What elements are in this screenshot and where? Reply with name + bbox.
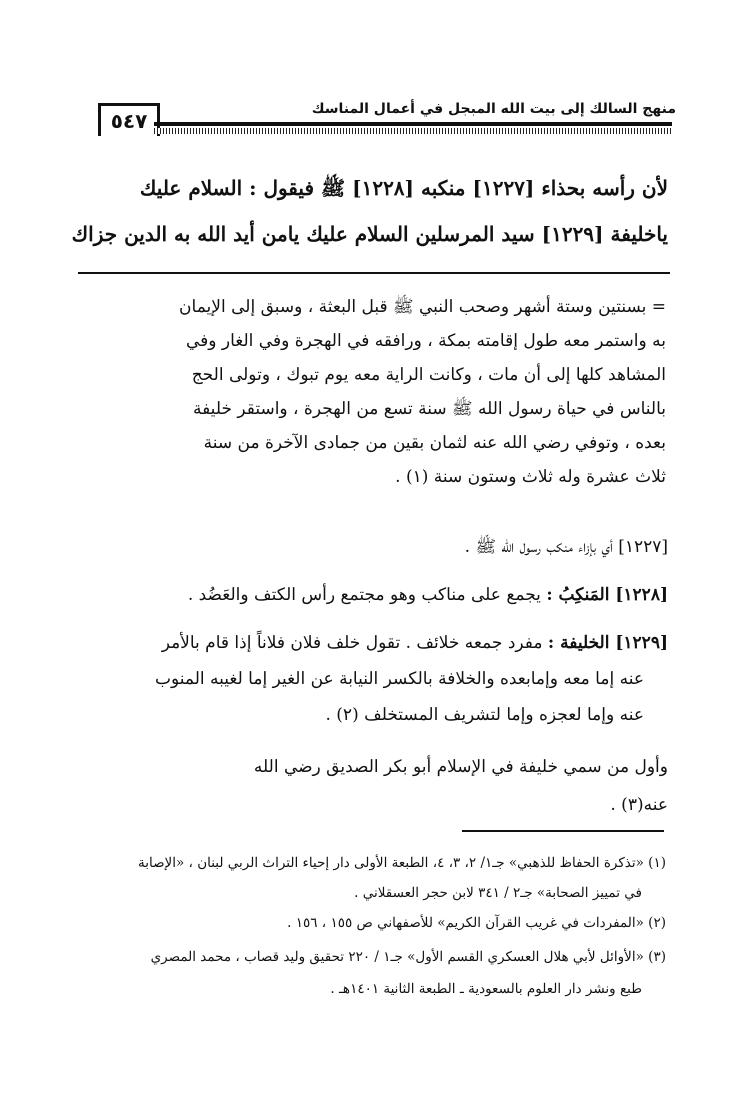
commentary-line: ثلاث عشرة وله ثلاث وستون سنة (١) . <box>395 467 666 487</box>
commentary-line: بالناس في حياة رسول الله ﷺ سنة تسع من الهجرة ، واستقر خليفة <box>192 399 666 419</box>
note-1229-term: [١٢٢٩] الخليفة : <box>547 633 668 653</box>
note-1227: [١٢٢٧] أي بإزاء منكب رسول الله ﷺ . <box>464 537 668 557</box>
header-rule-thick <box>154 122 672 126</box>
page-number: ٥٤٧ <box>110 109 148 133</box>
header-rule-hatched <box>154 128 672 134</box>
footnote-2: (٢) «المفردات في غريب القرآن الكريم» للأصفهاني ص ١٥٥ ، ١٥٦ . <box>287 915 666 931</box>
commentary-line: بعده ، وتوفي رضي الله عنه لثمان بقين من جمادى الآخرة من سنة <box>203 433 666 453</box>
footnote-1-line-2: في تمييز الصحابة» جـ٢ / ٣٤١ لابن حجر العسقلاني . <box>354 885 642 901</box>
commentary-line: = بسنتين وستة أشهر وصحب النبي ﷺ قبل البعثة ، وسبق إلى الإيمان <box>179 297 666 317</box>
note-1229 <box>68 626 668 660</box>
note-1228-term: [١٢٢٨] المَنكِبُ : <box>546 585 668 605</box>
first-caliph-line-2: عنه(٣) . <box>610 795 668 815</box>
footnote-3-line-1: (٣) «الأوائل لأبي هلال العسكري القسم الأول» جـ١ / ٢٢٠ تحقيق وليد قصاب ، محمد المصري <box>150 949 666 965</box>
running-title: منهج السالك إلى بيت الله المبجل في أعمال المناسك <box>311 101 676 117</box>
footnote-separator <box>462 830 664 832</box>
note-1228-text: يجمع على مناكب وهو مجتمع رأس الكتف والعَضُد . <box>187 585 541 605</box>
footnote-3-line-2: طبع ونشر دار العلوم بالسعودية ـ الطبعة الثانية ١٤٠١هـ . <box>330 981 642 997</box>
note-1228 <box>78 578 668 612</box>
note-1229-line-3: عنه وإما لعجزه وإما لتشريف المستخلف (٢) . <box>325 705 644 725</box>
page-number-box <box>98 103 160 136</box>
main-text-line-1: لأن رأسه بحذاء [١٢٢٧] منكبه [١٢٢٨] ﷺ فيقول : السلام عليك <box>139 176 668 200</box>
note-1229-line-1: مفرد جمعه خلائف . تقول خلف فلان فلاناً إذا قام بالأمر <box>161 633 543 653</box>
main-text-line-2: ياخليفة [١٢٢٩] سيد المرسلين السلام عليك يامن أيد الله به الدين جزاك <box>71 222 668 246</box>
first-caliph-line-1: وأول من سمي خليفة في الإسلام أبو بكر الصديق رضي الله <box>253 757 668 777</box>
commentary-block <box>106 290 666 494</box>
footnote-1-line-1: (١) «تذكرة الحفاظ للذهبي» جـ١/ ٢، ٣، ٤، الطبعة الأولى دار إحياء التراث الربي لبنان ، «الإصابة <box>137 855 666 871</box>
commentary-line: به واستمر معه طول إقامته بمكة ، ورافقه في الهجرة وفي الغار وفي <box>185 331 666 351</box>
main-separator <box>78 272 670 274</box>
commentary-line: المشاهد كلها إلى أن مات ، وكانت الراية معه يوم تبوك ، وتولى الحج <box>191 365 666 385</box>
note-1229-line-2: عنه إما معه وإمابعده والخلافة بالكسر النيابة عن الغير إما لغيبه المنوب <box>154 669 644 689</box>
